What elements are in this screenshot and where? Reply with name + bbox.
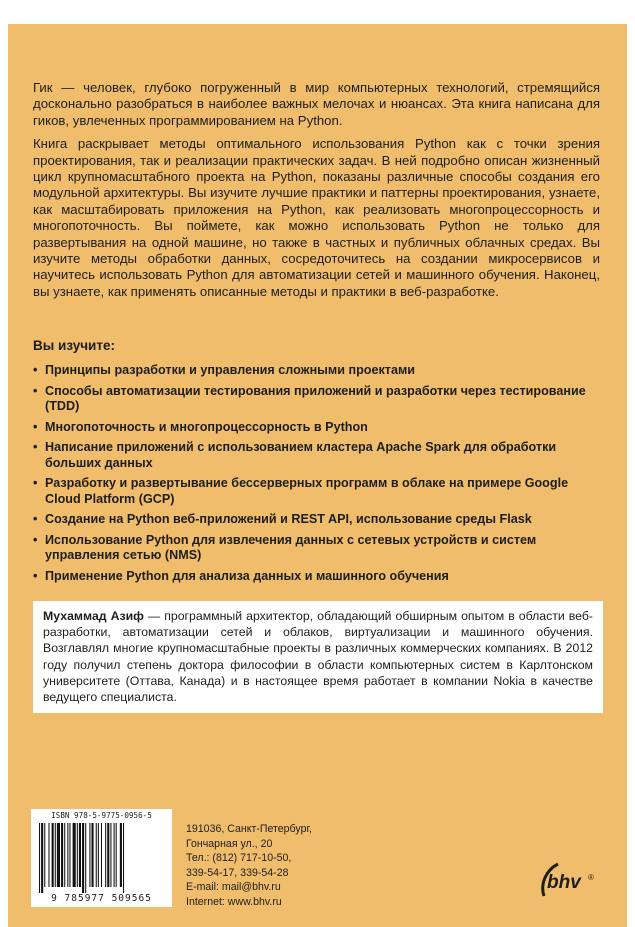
logo-text: bhv bbox=[547, 872, 581, 893]
list-item bbox=[33, 512, 593, 527]
barcode-bar bbox=[116, 823, 117, 887]
list-item-text: Использование Python для извлечения данных с сетевых устройств и систем управления сетью (NMS) bbox=[45, 532, 537, 563]
barcode-bar bbox=[48, 823, 49, 887]
bullet-icon: • bbox=[33, 383, 38, 398]
bullet-icon: • bbox=[33, 532, 38, 547]
bhv-logo-icon bbox=[538, 856, 604, 906]
list-item-text: Создание на Python веб-приложений и REST API, использование среды Flask bbox=[45, 512, 532, 527]
list-item-text: Применение Python для анализа данных и машинного обучения bbox=[45, 568, 449, 583]
barcode-icon bbox=[37, 823, 166, 893]
bullet-icon: • bbox=[33, 568, 38, 583]
barcode-bar bbox=[82, 823, 84, 893]
intro-paragraph-2: Книга раскрывает методы оптимального использования Python как с точки зрения проектирования, так и реализации практических задач. В ней подробно описан жизненный цикл крупномасштабного проекта на Python, показаны различные способы создания его модульной архитектуры. Вы изучите лучшие практики и паттерны проектирования, узнаете, как масштабировать приложения на Python, как реализовать многопроцессорность и многопоточность. Вы поймете, как можно использовать Python не только для развертывания на одной машине, но также в частных и публичных облачных средах. Вы изучите методы обработки данных, сосредоточитесь на создании микросервисов и научитесь использовать Python для автоматизации сетей и машинного обучения. Наконец, вы узнаете, как применять описанные методы и практики в веб-разработке. bbox=[33, 136, 600, 299]
list-item bbox=[33, 569, 593, 584]
logo-registered: ® bbox=[588, 873, 594, 882]
barcode-bar bbox=[110, 823, 111, 887]
address-line: E-mail: mail@bhv.ru bbox=[186, 881, 281, 894]
barcode-bar bbox=[39, 823, 40, 893]
barcode-bar bbox=[79, 823, 81, 887]
barcode-bar bbox=[120, 823, 122, 887]
barcode-bar bbox=[64, 823, 65, 887]
list-item-text: Написание приложений с использованием кластера Apache Spark для обработки больших данных bbox=[45, 440, 557, 470]
barcode-bar bbox=[123, 823, 124, 893]
bullet-icon: • bbox=[33, 440, 38, 455]
barcode-bar bbox=[44, 823, 45, 887]
list-item bbox=[33, 533, 593, 564]
author-bio bbox=[43, 608, 593, 705]
author-bio-text: — программный архитектор, обладающий обширным опытом в области веб-разработки, автоматизации сетей и облаков, виртуализации и машинного обучения. Возглавлял многие крупномасштабные проекты в различных коммерческих компаниях. В 2012 году получил степень доктора философии в области компьютерных систем в Карлтонском университете (Оттава, Канада) и в настоящее время работает в компании Nokia в качестве ведущего специалиста. bbox=[43, 609, 593, 705]
barcode-bar bbox=[77, 823, 78, 887]
author-box bbox=[33, 601, 603, 713]
address-line: Internet: www.bhv.ru bbox=[186, 895, 282, 908]
bullet-icon: • bbox=[33, 512, 38, 527]
barcode-bar bbox=[55, 823, 56, 887]
list-item-text: Многопоточность и многопроцессорность в Python bbox=[45, 419, 368, 434]
address-line: Гончарная ул., 20 bbox=[186, 837, 273, 850]
publisher-address bbox=[186, 822, 312, 910]
ean-digits: 9 785977 509565 bbox=[51, 893, 152, 904]
barcode-bar bbox=[73, 823, 76, 887]
list-item bbox=[33, 363, 593, 378]
list-item-text: Способы автоматизации тестирования приложений и разработки через тестирование (TDD) bbox=[45, 383, 586, 413]
barcode-bar bbox=[96, 823, 97, 887]
address-line: 191036, Санкт-Петербург, bbox=[186, 823, 312, 835]
bullet-icon: • bbox=[33, 476, 38, 491]
barcode-bar bbox=[67, 823, 68, 887]
learn-heading: Вы изучите: bbox=[33, 338, 115, 353]
list-item-text: Принципы разработки и управления сложными проектами bbox=[45, 363, 416, 377]
intro-paragraph-1: Гик — человек, глубоко погруженный в мир компьютерных технологий, стремящийся досконально разобраться в наиболее важных мелочах и нюансах. Эта книга написана для гиков, увлеченных программированием на Python. bbox=[33, 80, 600, 128]
intro-section bbox=[33, 80, 600, 307]
list-item bbox=[33, 440, 593, 471]
barcode-bar bbox=[52, 823, 54, 887]
barcode-bar bbox=[89, 823, 90, 887]
barcode-bar bbox=[105, 823, 106, 887]
barcode-bar bbox=[107, 823, 109, 887]
address-line: Тел.: (812) 717-10-50, bbox=[186, 852, 292, 865]
list-item bbox=[33, 476, 593, 507]
learn-list bbox=[33, 363, 593, 589]
list-item bbox=[33, 384, 593, 415]
isbn-label: ISBN 978-5-9775-0956-5 bbox=[51, 811, 152, 820]
author-name: Мухаммад Азиф bbox=[43, 609, 144, 623]
address-line: 339-54-17, 339-54-28 bbox=[186, 866, 289, 879]
barcode-bar bbox=[41, 823, 43, 893]
barcode-box bbox=[31, 809, 172, 907]
barcode-bar bbox=[85, 823, 86, 893]
barcode-bar bbox=[114, 823, 115, 887]
barcode-bar bbox=[101, 823, 102, 887]
barcode-bar bbox=[98, 823, 99, 887]
barcode-bar bbox=[69, 823, 70, 887]
barcode-bar bbox=[92, 823, 94, 887]
bullet-icon: • bbox=[33, 363, 38, 377]
list-item-text: Разработку и развертывание бессерверных программ в облаке на примере Google Cloud Platform (GCP) bbox=[45, 476, 569, 506]
barcode-bar bbox=[61, 823, 63, 887]
barcode-bar bbox=[57, 823, 60, 887]
bullet-icon: • bbox=[33, 419, 38, 434]
list-item bbox=[33, 420, 593, 435]
